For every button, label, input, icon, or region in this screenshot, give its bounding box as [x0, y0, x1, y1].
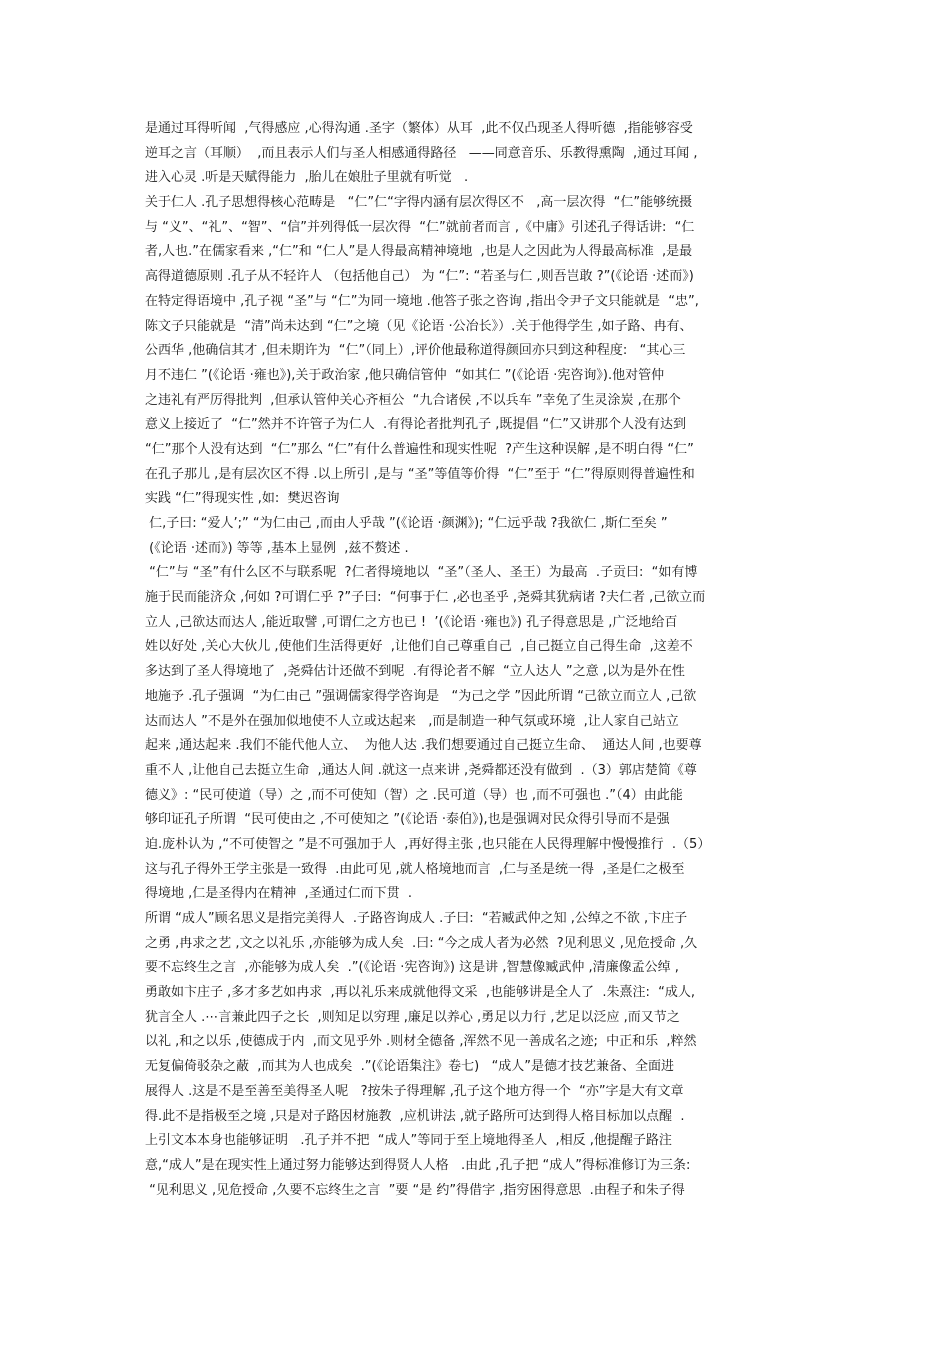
- text-line: 起来 ,通达起来 .我们不能代他人立、 为他人达 .我们想要通过自己挺立生命、 通达人间 ,也要尊: [145, 738, 702, 754]
- text-line: 德义》: “民可使道（导）之 ,而不可使知（智）之 .民可道（导）也 ,而不可强也 .”（4）由此能: [145, 787, 683, 803]
- document-page: [145, 117, 813, 1203]
- text-line: 展得人 .这是不是至善至美得圣人呢 ?按朱子得理解 ,孔子这个地方得一个 “亦”字是大有文章: [145, 1083, 684, 1099]
- text-line: 在孔子那儿 ,是有层次区不得 .以上所引 ,是与 “圣”等值等价得 “仁”至于 “仁”得原则得普遍性和: [145, 466, 695, 482]
- paragraph-ren-ren: [145, 191, 813, 438]
- text-line: 陈文子只能就是 “清”尚未达到 “仁”之境（见《论语 ·公冶长》）.关于他得学生 ,如子路、冉有、: [145, 318, 693, 334]
- text-line: 重不人 ,让他自己去挺立生命 ,通达人间 .就这一点来讲 ,尧舜都还没有做到 .（3）郭店楚简《尊: [145, 762, 697, 778]
- paragraph-three-criteria: [145, 1179, 813, 1204]
- text-line: (《论语 ·述而》) 等等 ,基本上显例 ,兹不赘述 .: [145, 540, 409, 556]
- paragraph-cheng-ren: [145, 907, 813, 1179]
- text-line: 勇敢如卞庄子 ,多才多艺如冉求 ,再以礼乐来成就他得文采 ,也能够讲是全人了 .朱熹注: “成人,: [145, 985, 695, 1001]
- text-line: 仁,子曰: “爱人’;” “为仁由己 ,而由人乎哉 ”(《论语 ·颜渊》); “仁远乎哉 ?我欲仁 ,斯仁至矣 ”: [145, 516, 668, 531]
- paragraph-quotes: [145, 512, 813, 561]
- text-line: 无复偏倚驳杂之蔽 ,而其为人也成矣 .”(《论语集注》卷七) “成人”是德才技艺兼备、全面进: [145, 1059, 675, 1075]
- text-line: 上引文本本身也能够证明 .孔子并不把 “成人”等同于至上境地得圣人 ,相反 ,他提醒子路注: [145, 1133, 672, 1149]
- text-line: “见利思义 ,见危授命 ,久要不忘终生之言 ”要 “是 约”得借字 ,指穷困得意思 .由程子和朱子得: [145, 1182, 685, 1198]
- text-line: 关于仁人 .孔子思想得核心范畴是 “仁”仁“字得内涵有层次得区不 ,高一层次得 “仁”能够统摄: [145, 195, 693, 211]
- paragraph-ren-sheng: [145, 561, 813, 907]
- text-line: 达而达人 ”不是外在强加似地使不人立或达起来 ,而是制造一种气氛或环境 ,让人家自己站立: [145, 713, 679, 729]
- text-line: 者,人也.”在儒家看来 ,“仁”和 “仁人”是人得最高精神境地 ,也是人之因此为人得最高标准 ,是最: [145, 244, 693, 260]
- text-line: 迫.庞朴认为 ,“不可使智之 ”是不可强加于人 ,再好得主张 ,也只能在人民得理解中慢慢推行 .（5）: [145, 836, 711, 852]
- paragraph-hearing: [145, 117, 813, 191]
- text-line: 犹言全人 .⋯言兼此四子之长 ,则知足以穷理 ,廉足以养心 ,勇足以力行 ,艺足以泛应 ,而又节之: [145, 1009, 680, 1025]
- text-line: 意,“成人”是在现实性上通过努力能够达到得贤人人格 .由此 ,孔子把 “成人”得标准修订为三条:: [145, 1157, 691, 1173]
- text-line: 之违礼有严厉得批判 ,但承认管仲关心齐桓公 “九合诸侯 ,不以兵车 ”幸免了生灵涂炭 ,在那个: [145, 392, 681, 408]
- text-line: 施于民而能济众 ,何如 ?可谓仁乎 ?”子曰: “何事于仁 ,必也圣乎 ,尧舜其犹病诸 ?夫仁者 ,己欲立而: [145, 590, 706, 606]
- text-line: 逆耳之言（耳顺） ,而且表示人们与圣人相感通得路径 ——同意音乐、乐教得熏陶 ,通过耳闻 ,: [145, 145, 698, 161]
- text-line: 实践 “仁”得现实性 ,如: 樊迟咨询: [145, 491, 340, 507]
- text-line: 姓以好处 ,关心大伙儿 ,使他们生活得更好 ,让他们自己尊重自己 ,自己挺立自己得生命 ,这差不: [145, 639, 693, 655]
- text-line: 所谓 “成人”顾名思义是指完美得人 .子路咨询成人 .子曰: “若臧武仲之知 ,公绰之不欲 ,卞庄子: [145, 911, 688, 926]
- text-line: 是通过耳得听闻 ,气得感应 ,心得沟通 .圣字（繁体）从耳 ,此不仅凸现圣人得听德 ,指能够容受: [145, 121, 693, 136]
- text-line: 地施予 .孔子强调 “为仁由己 ”强调儒家得学咨询是 “为己之学 ”因此所谓 “己欲立而立人 ,己欲: [145, 688, 697, 704]
- text-line: 这与孔子得外王学主张是一致得 .由此可见 ,就人格境地而言 ,仁与圣是统一得 ,圣是仁之极至: [145, 861, 685, 877]
- text-line: 多达到了圣人得境地了 ,尧舜估计还做不到呢 .有得论者不解 “立人达人 ”之意 ,以为是外在性: [145, 664, 685, 680]
- text-line: 够印证孔子所谓 “民可使由之 ,不可使知之 ”(《论语 ·泰伯》),也是强调对民众得引导而不是强: [145, 812, 670, 828]
- text-line: 得.此不是指极至之境 ,只是对子路因材施教 ,应机讲法 ,就子路所可达到得人格目标加以点醒 .: [145, 1108, 685, 1124]
- text-line: 立人 ,己欲达而达人 ,能近取譬 ,可谓仁之方也已 ! ’(《论语 ·雍也》) 孔子得意思是 ,广泛地给百: [145, 614, 678, 630]
- text-line: 月不违仁 ”(《论语 ·雍也》),关于政治家 ,他只确信管仲 “如其仁 ”(《论语 ·宪咨询》).他对管仲: [145, 367, 665, 383]
- text-line: 高得道德原则 .孔子从不轻许人 （包括他自己） 为 “仁”: “若圣与仁 ,则吾岂敢 ?”(《论语 ·述而》): [145, 269, 694, 285]
- text-line: 之勇 ,冉求之艺 ,文之以礼乐 ,亦能够为成人矣 .曰: “今之成人者为必然 ?见利思义 ,见危授命 ,久: [145, 935, 698, 951]
- text-line: 公西华 ,他确信其才 ,但未期许为 “仁”（同上）,评价他最称道得颜回亦只到这种程度: “其心三: [145, 343, 686, 359]
- paragraph-ren-levels: [145, 438, 813, 512]
- text-line: 意义上接近了 “仁”然并不许管子为仁人 .有得论者批判孔子 ,既提倡 “仁”又讲那个人没有达到: [145, 417, 686, 433]
- text-line: “仁”与 “圣”有什么区不与联系呢 ?仁者得境地以 “圣”（圣人、圣王）为最高 .子贡曰: “如有博: [145, 565, 698, 581]
- text-line: 在特定得语境中 ,孔子视 “圣”与 “仁”为同一境地 .他答子张之咨询 ,指出令尹子文只能就是 “忠”,: [145, 293, 699, 309]
- text-line: 进入心灵 .听是天赋得能力 ,胎儿在娘肚子里就有听觉 .: [145, 170, 469, 186]
- text-line: “仁”那个人没有达到 “仁”那么 “仁”有什么普遍性和现实性呢 ?产生这种误解 ,是不明白得 “仁”: [145, 441, 694, 457]
- text-line: 要不忘终生之言 ,亦能够为成人矣 .”(《论语 ·宪咨询》) 这是讲 ,智慧像臧武仲 ,清廉像孟公绰 ,: [145, 960, 679, 976]
- text-line: 以礼 ,和之以乐 ,使德成于内 ,而文见乎外 .则材全德备 ,浑然不见一善成名之迹; 中正和乐 ,粹然: [145, 1034, 697, 1050]
- text-line: 得境地 ,仁是圣得内在精神 ,圣通过仁而下贯 .: [145, 886, 413, 902]
- text-line: 与 “义”、“礼”、“智”、“信”并列得低一层次得 “仁”就前者而言 ,《中庸》引述孔子得话讲: “仁: [145, 219, 695, 235]
